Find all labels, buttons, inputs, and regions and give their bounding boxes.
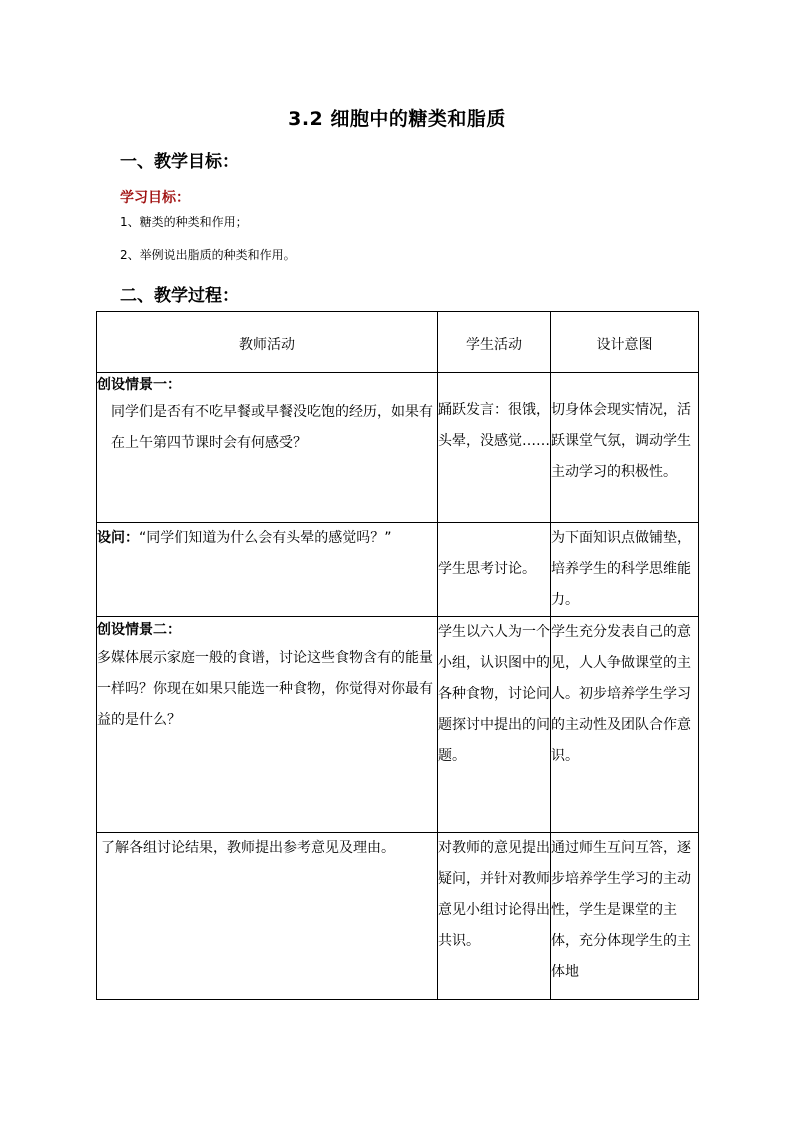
teaching-process-table xyxy=(96,311,699,1000)
row-label: 创设情景一： xyxy=(97,377,181,393)
student-activity-cell: 学生以六人为一个小组，认识图中的各种食物，讨论问题探讨中提出的问题。 xyxy=(438,617,551,833)
student-activity-cell: 学生思考讨论。 xyxy=(438,523,551,617)
row-label: 设问： xyxy=(97,530,139,546)
objective-item-2: 2、举例说出脂质的种类和作用。 xyxy=(120,248,296,262)
table-row xyxy=(97,523,699,617)
design-intent-cell: 学生充分发表自己的意见，人人争做课堂的主人。初步培养学生学习的主动性及团队合作意识。 xyxy=(551,617,699,833)
section-heading-process: 二、教学过程： xyxy=(120,286,239,306)
header-design-intent: 设计意图 xyxy=(551,312,699,373)
teacher-activity-text: 同学们是否有不吃早餐或早餐没吃饱的经历，如果有在上午第四节课时会有何感受？ xyxy=(111,404,433,451)
teacher-activity-text: 多媒体展示家庭一般的食谱，讨论这些食物含有的能量一样吗？你现在如果只能选一种食物，你觉得对你最有益的是什么？ xyxy=(97,650,433,728)
section-heading-objectives: 一、教学目标： xyxy=(120,152,239,172)
teacher-activity-cell: 了解各组讨论结果，教师提出参考意见及理由。 xyxy=(97,833,438,1000)
teacher-activity-cell xyxy=(97,523,438,617)
table-row xyxy=(97,617,699,833)
teacher-activity-text: “同学们知道为什么会有头晕的感觉吗？” xyxy=(139,530,392,546)
row-label: 创设情景二： xyxy=(97,622,181,638)
document-title: 3.2 细胞中的糖类和脂质 xyxy=(288,108,506,130)
student-activity-cell: 对教师的意见提出疑问，并针对教师意见小组讨论得出共识。 xyxy=(438,833,551,1000)
header-teacher-activity: 教师活动 xyxy=(97,312,438,373)
teacher-activity-cell xyxy=(97,617,438,833)
student-activity-cell: 踊跃发言：很饿，头晕，没感觉…… xyxy=(438,373,551,523)
header-student-activity: 学生活动 xyxy=(438,312,551,373)
teacher-activity-cell xyxy=(97,373,438,523)
table-header-row xyxy=(97,312,699,373)
design-intent-cell: 为下面知识点做铺垫，培养学生的科学思维能力。 xyxy=(551,523,699,617)
objective-item-1: 1、糖类的种类和作用； xyxy=(120,215,248,229)
learning-objectives-label: 学习目标： xyxy=(120,190,190,206)
design-intent-cell: 通过师生互问互答，逐步培养学生学习的主动性，学生是课堂的主体，充分体现学生的主体地 xyxy=(551,833,699,1000)
table-row xyxy=(97,833,699,1000)
design-intent-cell: 切身体会现实情况，活跃课堂气氛，调动学生主动学习的积极性。 xyxy=(551,373,699,523)
table-row xyxy=(97,373,699,523)
